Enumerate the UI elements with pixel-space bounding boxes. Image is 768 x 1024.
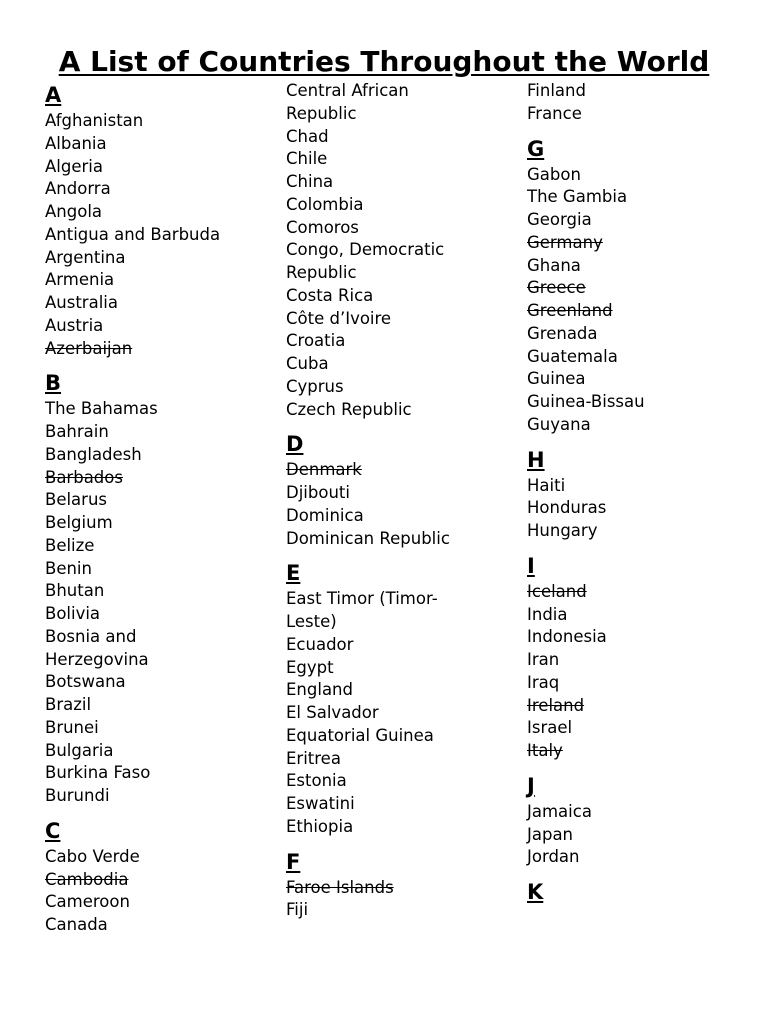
country-item: Fiji — [286, 900, 309, 920]
country-item: Albania — [45, 133, 107, 153]
country-item-struck: Azerbaijan — [45, 338, 133, 358]
country-item: Colombia — [286, 194, 364, 214]
country-item: Equatorial Guinea — [286, 725, 434, 745]
page-title: A List of Countries Throughout the World — [58, 45, 710, 78]
country-item: Iraq — [527, 672, 560, 692]
country-item: Benin — [45, 558, 92, 578]
country-item: Indonesia — [527, 627, 607, 647]
country-item: Israel — [527, 718, 573, 738]
country-item: Brunei — [45, 717, 99, 737]
country-item: East Timor (Timor- — [286, 589, 438, 609]
country-item: Dominica — [286, 505, 364, 525]
country-item: Finland — [527, 81, 586, 100]
section-letter-heading: K — [527, 880, 544, 904]
country-item-struck: Barbados — [45, 467, 123, 487]
country-item: Antigua and Barbuda — [45, 224, 221, 244]
country-item-struck: Iceland — [527, 581, 587, 601]
country-item-struck: Cambodia — [45, 869, 129, 889]
country-item: Bhutan — [45, 581, 105, 601]
country-item-struck: Denmark — [286, 460, 362, 480]
section-spacer — [286, 421, 450, 429]
country-item: Haiti — [527, 475, 566, 495]
section-spacer — [286, 839, 450, 847]
country-item: Hungary — [527, 521, 598, 540]
country-item: Georgia — [527, 210, 592, 229]
country-item: Guatemala — [527, 346, 618, 366]
country-item-struck: Ireland — [527, 695, 585, 715]
country-item: Belize — [45, 535, 95, 555]
country-item: Central African — [286, 81, 409, 100]
country-item: Ghana — [527, 255, 581, 275]
country-item: Argentina — [45, 247, 126, 267]
country-item: Brazil — [45, 695, 92, 714]
country-item: Croatia — [286, 331, 346, 351]
country-item-struck: Faroe Islands — [286, 877, 394, 897]
country-item: Estonia — [286, 771, 347, 791]
country-item: Angola — [45, 202, 103, 221]
country-item-struck: Greenland — [527, 301, 613, 320]
country-item: Afghanistan — [45, 111, 144, 130]
country-item: Australia — [45, 293, 118, 312]
country-item: Algeria — [45, 156, 103, 176]
country-item: Jordan — [527, 847, 580, 867]
country-item: Republic — [286, 263, 357, 282]
section-letter-heading: I — [527, 553, 535, 578]
country-item: Egypt — [286, 657, 334, 677]
country-item: Belgium — [45, 513, 113, 532]
country-item: Burundi — [45, 786, 110, 805]
country-item: Leste) — [286, 612, 337, 631]
section-spacer — [45, 808, 220, 816]
country-item: The Bahamas — [45, 399, 158, 419]
country-item: Chad — [286, 126, 329, 146]
section-letter-heading: J — [527, 773, 535, 798]
country-item: Belarus — [45, 490, 108, 510]
section-spacer — [527, 126, 645, 134]
country-item: Iran — [527, 650, 560, 669]
country-item: Botswana — [45, 672, 126, 692]
country-item: El Salvador — [286, 703, 379, 722]
country-item: Cameroon — [45, 892, 130, 912]
country-item: Burkina Faso — [45, 763, 151, 783]
section-letter-heading: D — [286, 432, 304, 457]
country-item: France — [527, 103, 582, 123]
country-item: Comoros — [286, 217, 359, 237]
section-spacer — [527, 543, 645, 551]
country-item: Bulgaria — [45, 740, 114, 760]
column-3 — [527, 80, 645, 907]
country-item: Guinea — [527, 369, 586, 389]
country-item: Bangladesh — [45, 444, 142, 464]
country-item: Ecuador — [286, 634, 354, 654]
country-item: The Gambia — [527, 187, 628, 207]
country-item: Austria — [45, 315, 104, 335]
column-1 — [45, 80, 220, 937]
country-item: Costa Rica — [286, 285, 374, 305]
country-item: Eritrea — [286, 748, 341, 768]
country-item: Czech Republic — [286, 399, 412, 419]
country-item: Bolivia — [45, 604, 101, 623]
country-item: Japan — [527, 824, 574, 844]
section-spacer — [286, 550, 450, 558]
section-letter-heading: G — [527, 136, 545, 161]
section-spacer — [527, 763, 645, 771]
country-item: Djibouti — [286, 483, 350, 502]
country-item: Armenia — [45, 270, 115, 290]
country-item: Republic — [286, 103, 357, 123]
country-item: Guyana — [527, 414, 591, 434]
section-spacer — [527, 869, 645, 877]
country-item: Cyprus — [286, 376, 344, 396]
country-item: Cuba — [286, 354, 329, 373]
section-letter-heading: C — [45, 818, 61, 843]
section-letter-heading: B — [45, 371, 62, 396]
country-item: Eswatini — [286, 794, 355, 813]
country-item: Jamaica — [527, 801, 592, 821]
country-item-struck: Greece — [527, 278, 586, 298]
country-item: Bosnia and — [45, 626, 137, 646]
section-letter-heading: H — [527, 447, 545, 472]
country-item: Andorra — [45, 179, 111, 199]
country-item: China — [286, 172, 334, 191]
country-item: England — [286, 680, 353, 700]
country-item: Chile — [286, 149, 328, 169]
country-item: Cabo Verde — [45, 846, 140, 866]
section-spacer — [527, 437, 645, 445]
section-letter-heading: E — [286, 561, 301, 586]
country-item: Bahrain — [45, 422, 109, 441]
country-item: Guinea-Bissau — [527, 392, 645, 411]
column-2 — [286, 80, 450, 922]
country-item: Gabon — [527, 164, 581, 184]
country-item: Côte d’Ivoire — [286, 308, 392, 328]
country-item: Dominican Republic — [286, 528, 450, 548]
country-item: Congo, Democratic — [286, 240, 445, 260]
country-item: India — [527, 604, 568, 624]
country-item: Honduras — [527, 498, 607, 518]
section-letter-heading: A — [45, 83, 62, 107]
section-spacer — [45, 360, 220, 368]
country-item: Grenada — [527, 323, 598, 343]
country-item-struck: Germany — [527, 232, 603, 252]
country-item-struck: Italy — [527, 741, 563, 760]
country-item: Canada — [45, 915, 108, 934]
country-item: Ethiopia — [286, 816, 354, 836]
country-item: Herzegovina — [45, 649, 149, 669]
section-letter-heading: F — [286, 849, 301, 874]
